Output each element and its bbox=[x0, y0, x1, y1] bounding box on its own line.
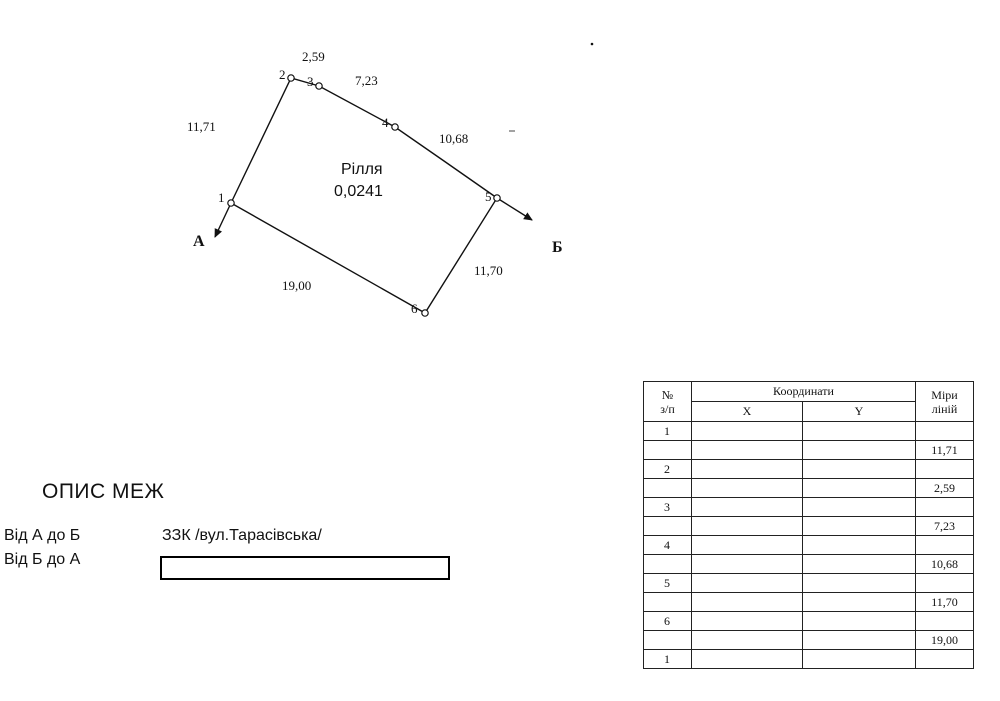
cell-line-length: 11,70 bbox=[916, 593, 974, 612]
segment-length-5-6: 11,70 bbox=[474, 263, 503, 278]
header-number-line2: з/п bbox=[660, 401, 675, 416]
cell-y bbox=[803, 593, 916, 612]
vertex-marker-6 bbox=[422, 310, 428, 316]
cell-x bbox=[692, 574, 803, 593]
parcel-label: Рілля bbox=[341, 161, 383, 178]
cell-y bbox=[803, 631, 916, 650]
cell-point-number bbox=[644, 555, 692, 574]
cell-x bbox=[692, 460, 803, 479]
cell-y bbox=[803, 498, 916, 517]
cell-line-length bbox=[916, 422, 974, 441]
vertex-label-1: 1 bbox=[218, 190, 225, 205]
cell-point-number bbox=[644, 631, 692, 650]
table-row bbox=[644, 536, 974, 555]
cell-line-length: 10,68 bbox=[916, 555, 974, 574]
cell-x bbox=[692, 517, 803, 536]
arrow-b bbox=[497, 198, 532, 220]
cell-y bbox=[803, 460, 916, 479]
cell-line-length bbox=[916, 498, 974, 517]
cell-x bbox=[692, 441, 803, 460]
cell-x bbox=[692, 536, 803, 555]
header-y: Y bbox=[803, 402, 916, 422]
vertex-marker-5 bbox=[494, 195, 500, 201]
cell-y bbox=[803, 536, 916, 555]
vertex-marker-2 bbox=[288, 75, 294, 81]
cell-x bbox=[692, 612, 803, 631]
cell-point-number: 4 bbox=[644, 536, 692, 555]
cell-x bbox=[692, 479, 803, 498]
cell-line-length: 11,71 bbox=[916, 441, 974, 460]
vertex-label-3: 3 bbox=[307, 74, 314, 89]
coordinates-table bbox=[643, 381, 974, 669]
boundary-row-value: ЗЗК /вул.Тарасівська/ bbox=[162, 527, 322, 544]
header-line-lengths-line1: Міри bbox=[931, 387, 958, 402]
segment-length-3-4: 7,23 bbox=[355, 73, 378, 88]
table-row bbox=[644, 460, 974, 479]
vertex-marker-3 bbox=[316, 83, 322, 89]
table-row bbox=[644, 593, 974, 612]
boundary-row-label: Від А до Б bbox=[4, 527, 81, 544]
vertex-label-6: 6 bbox=[411, 301, 418, 316]
cell-line-length bbox=[916, 460, 974, 479]
table-row bbox=[644, 517, 974, 536]
cell-y bbox=[803, 441, 916, 460]
segment-length-1-2: 11,71 bbox=[187, 119, 216, 134]
cell-point-number: 5 bbox=[644, 574, 692, 593]
cell-line-length bbox=[916, 612, 974, 631]
boundary-description-title: ОПИС МЕЖ bbox=[42, 480, 165, 503]
segment-length-2-3: 2,59 bbox=[302, 49, 325, 64]
vertex-label-2: 2 bbox=[279, 67, 286, 82]
cell-line-length: 19,00 bbox=[916, 631, 974, 650]
cell-point-number bbox=[644, 479, 692, 498]
header-number-line1: № bbox=[661, 387, 674, 402]
table-row bbox=[644, 650, 974, 669]
cell-point-number: 2 bbox=[644, 460, 692, 479]
cell-point-number bbox=[644, 593, 692, 612]
cell-point-number: 1 bbox=[644, 422, 692, 441]
cell-y bbox=[803, 422, 916, 441]
boundary-row-label: Від Б до А bbox=[4, 551, 81, 568]
header-line-lengths-line2: ліній bbox=[931, 401, 958, 416]
cell-y bbox=[803, 612, 916, 631]
header-coordinates: Координати bbox=[692, 382, 916, 402]
table-row bbox=[644, 555, 974, 574]
segment-length-6-1: 19,00 bbox=[282, 278, 312, 293]
cell-x bbox=[692, 555, 803, 574]
vertex-marker-1 bbox=[228, 200, 234, 206]
scan-speck bbox=[591, 43, 594, 46]
cell-x bbox=[692, 631, 803, 650]
cell-point-number: 1 bbox=[644, 650, 692, 669]
cell-y bbox=[803, 574, 916, 593]
table-row bbox=[644, 479, 974, 498]
table-row bbox=[644, 441, 974, 460]
cell-y bbox=[803, 517, 916, 536]
header-line-lengths bbox=[916, 382, 974, 422]
cell-x bbox=[692, 422, 803, 441]
vertex-marker-4 bbox=[392, 124, 398, 130]
direction-label-a: А bbox=[193, 233, 205, 250]
vertex-label-4: 4 bbox=[382, 115, 389, 130]
cell-point-number: 6 bbox=[644, 612, 692, 631]
cell-line-length bbox=[916, 536, 974, 555]
arrow-a bbox=[215, 203, 231, 237]
redaction-box bbox=[160, 556, 450, 580]
cell-y bbox=[803, 555, 916, 574]
table-row bbox=[644, 498, 974, 517]
cell-line-length: 2,59 bbox=[916, 479, 974, 498]
cell-x bbox=[692, 650, 803, 669]
table-row bbox=[644, 631, 974, 650]
cell-y bbox=[803, 479, 916, 498]
table-row bbox=[644, 422, 974, 441]
parcel-area: 0,0241 bbox=[334, 183, 383, 200]
table-row bbox=[644, 574, 974, 593]
header-x: X bbox=[692, 402, 803, 422]
segment-length-4-5: 10,68 bbox=[439, 131, 469, 146]
cell-line-length bbox=[916, 574, 974, 593]
cell-line-length: 7,23 bbox=[916, 517, 974, 536]
cell-y bbox=[803, 650, 916, 669]
direction-label-b: Б bbox=[552, 239, 563, 256]
cell-point-number bbox=[644, 441, 692, 460]
vertex-label-5: 5 bbox=[485, 189, 492, 204]
cell-line-length bbox=[916, 650, 974, 669]
cell-x bbox=[692, 498, 803, 517]
table-row bbox=[644, 612, 974, 631]
cell-x bbox=[692, 593, 803, 612]
cell-point-number bbox=[644, 517, 692, 536]
header-number bbox=[644, 382, 692, 422]
cell-point-number: 3 bbox=[644, 498, 692, 517]
